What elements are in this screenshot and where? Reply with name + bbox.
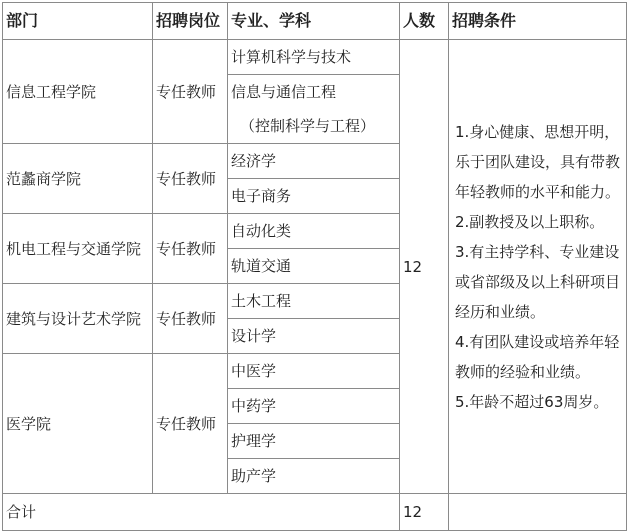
total-row xyxy=(3,494,627,531)
major-cell: 土木工程 xyxy=(228,284,400,319)
condition-item: 3.有主持学科、专业建设或省部级及以上科研项目经历和业绩。 xyxy=(455,242,621,321)
total-conditions-empty xyxy=(449,494,627,531)
major-cell: 设计学 xyxy=(228,319,400,354)
header-major: 专业、学科 xyxy=(228,3,400,40)
position-cell: 专任教师 xyxy=(153,214,228,284)
condition-item: 4.有团队建设或培养年轻教师的经验和业绩。 xyxy=(455,332,620,381)
table-row xyxy=(3,40,627,75)
department-cell: 医学院 xyxy=(3,354,153,494)
condition-item: 5.年龄不超过63周岁。 xyxy=(455,392,609,411)
major-cell: （控制科学与工程） xyxy=(228,109,400,144)
position-cell: 专任教师 xyxy=(153,284,228,354)
header-row xyxy=(3,3,627,40)
position-cell: 专任教师 xyxy=(153,354,228,494)
major-cell: 中医学 xyxy=(228,354,400,389)
condition-item: 1.身心健康、思想开明，乐于团队建设，具有带教年轻教师的水平和能力。 xyxy=(455,122,621,201)
header-position: 招聘岗位 xyxy=(153,3,228,40)
department-cell: 机电工程与交通学院 xyxy=(3,214,153,284)
major-cell: 中药学 xyxy=(228,389,400,424)
count-cell: 12 xyxy=(400,40,449,494)
total-label: 合计 xyxy=(3,494,400,531)
major-cell: 计算机科学与技术 xyxy=(228,40,400,75)
recruitment-table xyxy=(2,2,627,531)
department-cell: 范蠡商学院 xyxy=(3,144,153,214)
position-cell: 专任教师 xyxy=(153,40,228,144)
header-count: 人数 xyxy=(400,3,449,40)
major-cell: 轨道交通 xyxy=(228,249,400,284)
major-cell: 自动化类 xyxy=(228,214,400,249)
major-cell: 经济学 xyxy=(228,144,400,179)
major-cell: 电子商务 xyxy=(228,179,400,214)
department-cell: 建筑与设计艺术学院 xyxy=(3,284,153,354)
major-cell: 信息与通信工程 xyxy=(228,75,400,110)
total-count: 12 xyxy=(400,494,449,531)
department-cell: 信息工程学院 xyxy=(3,40,153,144)
major-cell: 助产学 xyxy=(228,459,400,494)
header-conditions: 招聘条件 xyxy=(449,3,627,40)
position-cell: 专任教师 xyxy=(153,144,228,214)
condition-item: 2.副教授及以上职称。 xyxy=(455,212,605,231)
major-cell: 护理学 xyxy=(228,424,400,459)
conditions-cell xyxy=(449,40,627,494)
header-department: 部门 xyxy=(3,3,153,40)
